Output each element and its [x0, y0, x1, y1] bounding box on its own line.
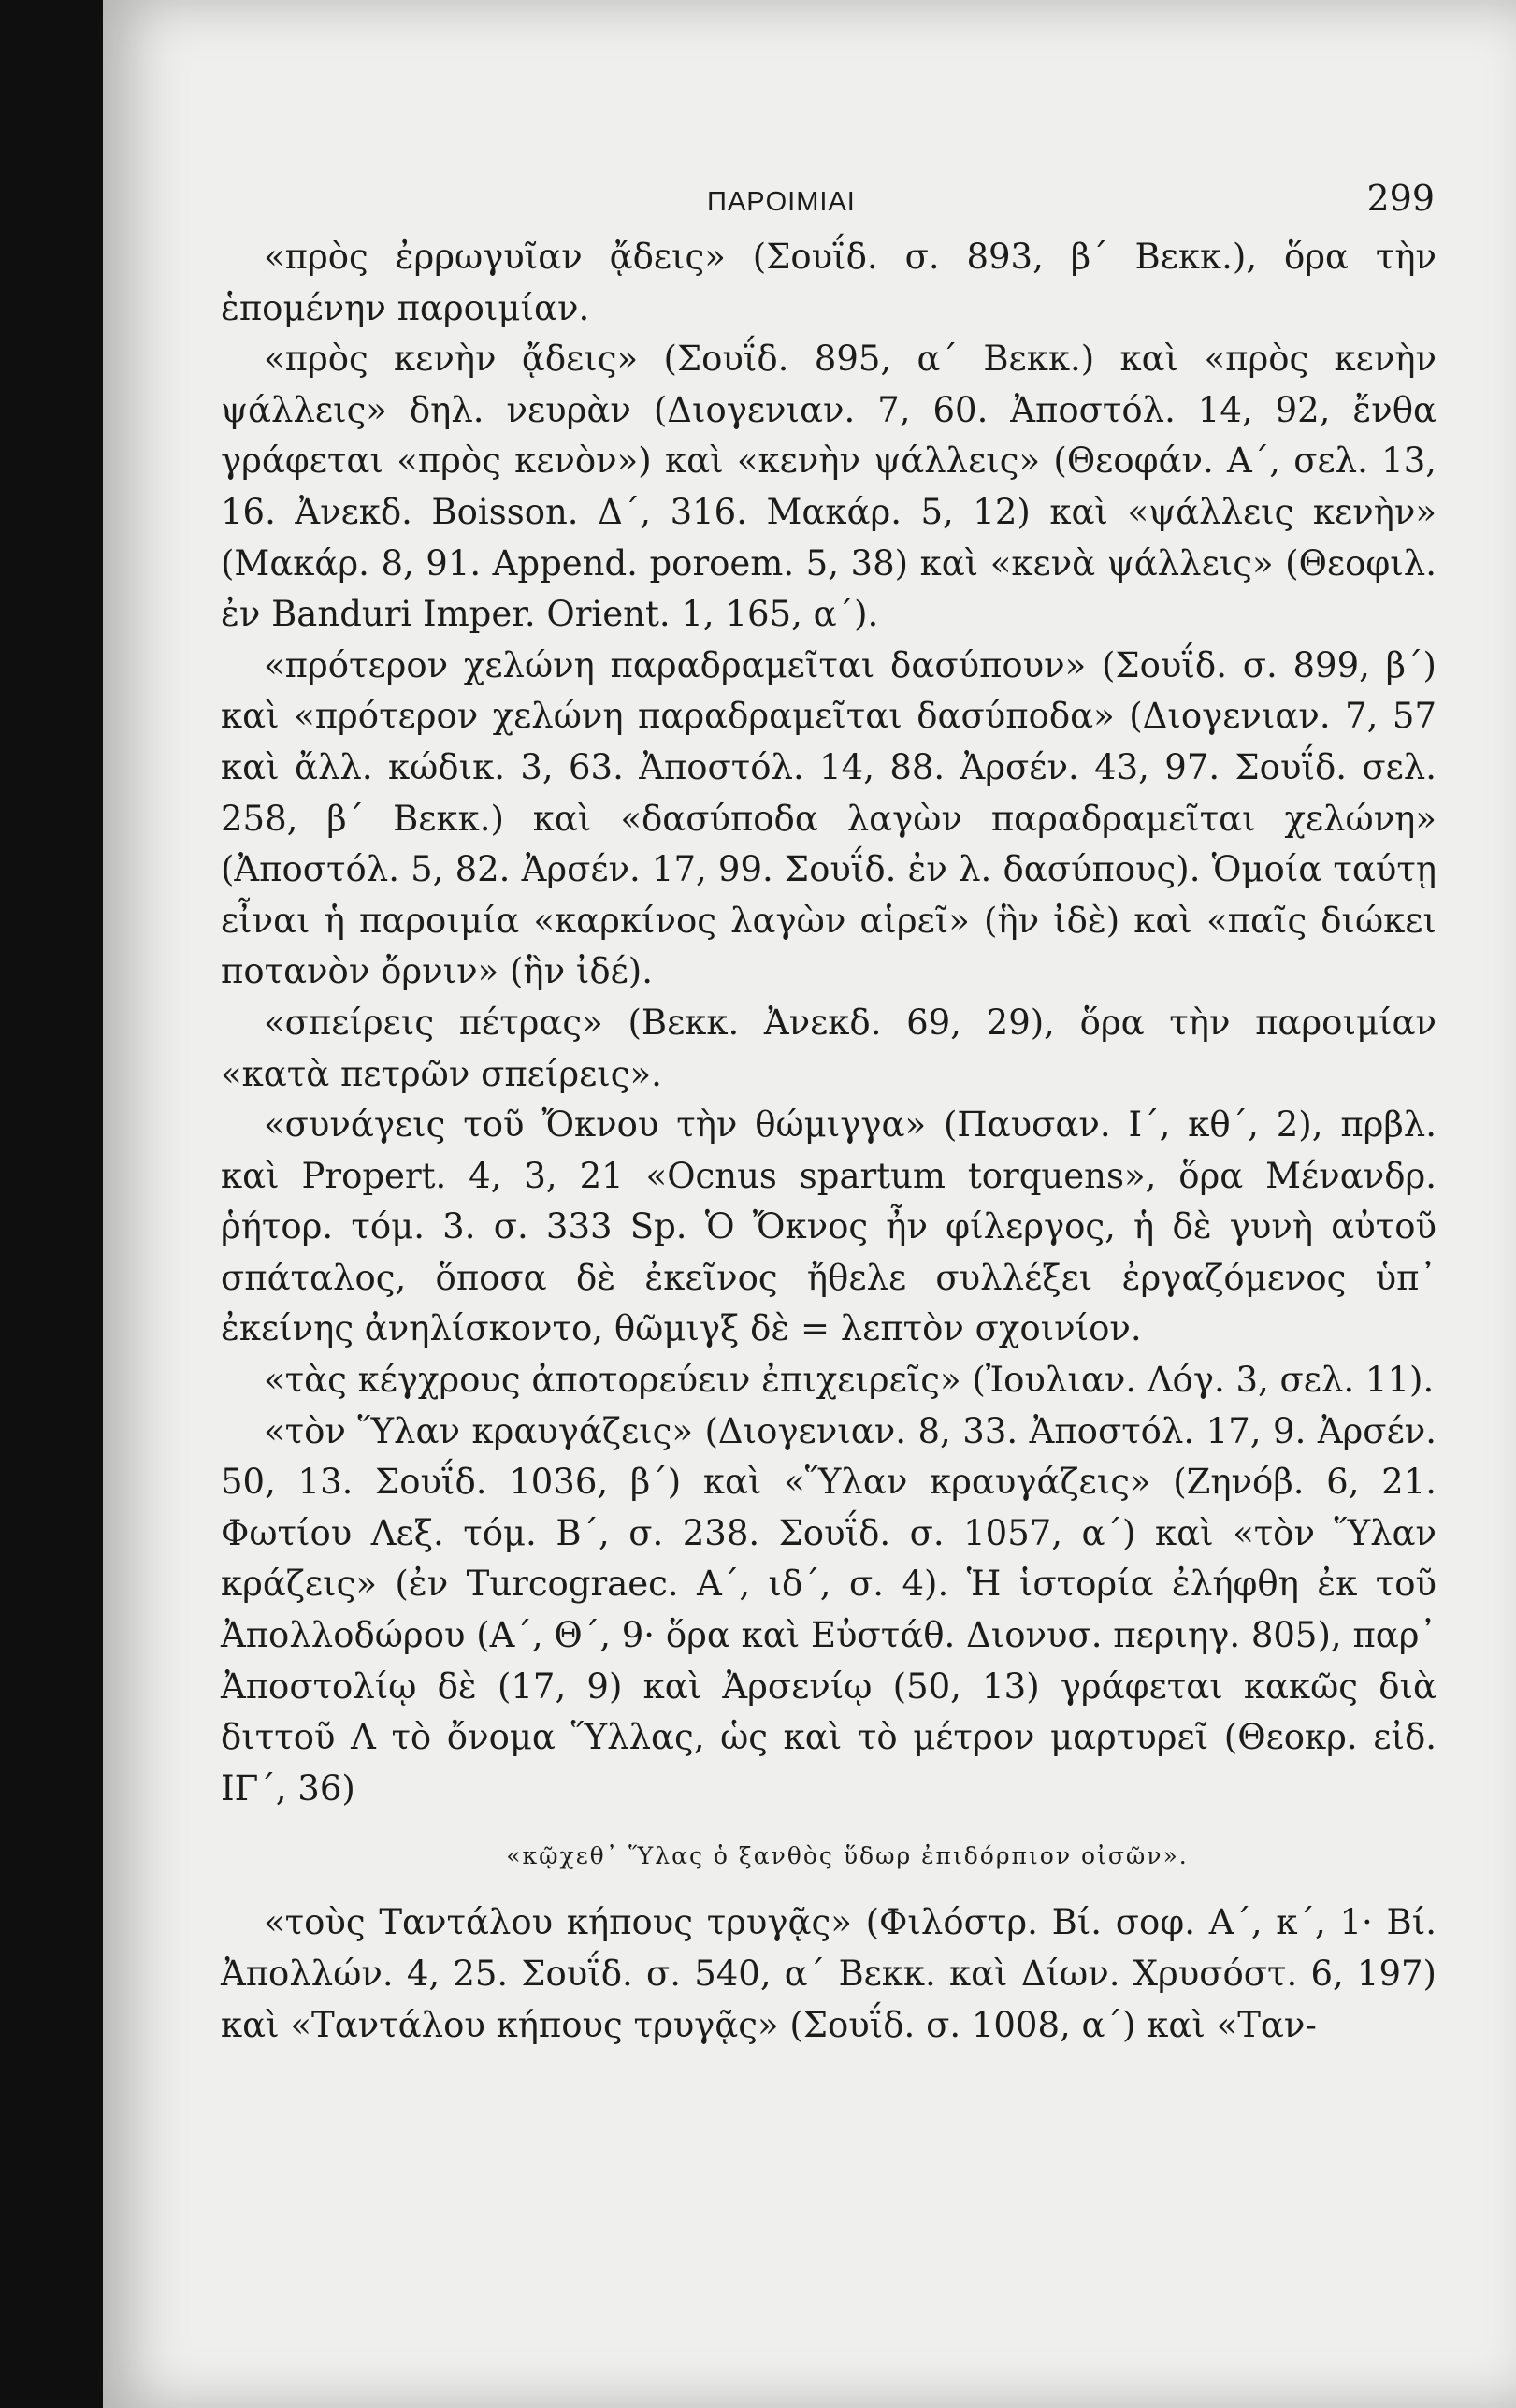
entry-paragraph: «σπείρεις πέτρας» (Βεκκ. Ἀνεκδ. 69, 29), ὅρα τὴν παροιμίαν «κατὰ πετρῶν σπείρεις». [221, 1002, 1437, 1094]
entry-paragraph: «τὰς κέγχρους ἀποτορεύειν ἐπιχειρεῖς» (Ἰουλιαν. Λόγ. 3, σελ. 11). [264, 1360, 1435, 1401]
entry-paragraph: «τὸν Ὕλαν κραυγάζεις» (Διογενιαν. 8, 33. Ἀποστόλ. 17, 9. Ἀρσέν. 50, 13. Σουΐδ. 1036, β΄) καὶ «Ὕλαν κραυγάζεις» (Ζηνόβ. 6, 21. Φωτίου Λεξ. τόμ. Β΄, σ. 238. Σουΐδ. σ. 1057, α΄) καὶ «τὸν Ὕλαν κράζεις» (ἐν Turcograec. Α΄, ιδ΄, σ. 4). Ἡ ἱστορία ἐλήφθη ἐκ τοῦ Ἀπολλοδώρου (Α΄, Θ΄, 9· ὅρα καὶ Εὐστάθ. Διονυσ. περιηγ. 805), παρ᾽ Ἀποστολίῳ δὲ (17, 9) καὶ Ἀρσενίῳ (50, 13) γράφεται κακῶς διὰ διττοῦ Λ τὸ ὄνομα Ὕλλας, ὡς καὶ τὸ μέτρον μαρτυρεῖ (Θεοκρ. εἰδ. ΙΓ΄, 36) [221, 1410, 1437, 1809]
running-title: ΠΑΡΟΙΜΙΑΙ [707, 187, 856, 217]
entry-paragraph: «πρότερον χελώνη παραδραμεῖται δασύπουν» (Σουΐδ. σ. 899, β΄) καὶ «πρότερον χελώνη παραδραμεῖται δασύποδα» (Διογενιαν. 7, 57 καὶ ἄλλ. κώδικ. 3, 63. Ἀποστόλ. 14, 88. Ἀρσέν. 43, 97. Σουΐδ. σελ. 258, β΄ Βεκκ.) καὶ «δασύποδα λαγὼν παραδραμεῖται χελώνη» (Ἀποστόλ. 5, 82. Ἀρσέν. 17, 99. Σουΐδ. ἐν λ. δασύπους). Ὁμοία ταύτῃ εἶναι ἡ παροιμία «καρκίνος λαγὼν αἱρεῖ» (ἣν ἰδὲ) καὶ «παῖς διώκει ποτανὸν ὄρνιν» (ἣν ἰδέ). [221, 644, 1437, 992]
page-text [221, 178, 1437, 2051]
entry-paragraph: «πρὸς κενὴν ᾄδεις» (Σουΐδ. 895, α΄ Βεκκ.) καὶ «πρὸς κενὴν ψάλλεις» δηλ. νευρὰν (Διογενιαν. 7, 60. Ἀποστόλ. 14, 92, ἔνθα γράφεται «πρὸς κενὸν») καὶ «κενὴν ψάλλεις» (Θεοφάν. Α΄, σελ. 13, 16. Ἀνεκδ. Boisson. Δ΄, 316. Μακάρ. 5, 12) καὶ «ψάλλεις κενὴν» (Μακάρ. 8, 91. Append. poroem. 5, 38) καὶ «κενὰ ψάλλεις» (Θεοφιλ. ἐν Banduri Imper. Orient. 1, 165, α΄). [221, 339, 1437, 635]
book-page [103, 0, 1516, 2408]
entry-paragraph: «πρὸς ἐρρωγυῖαν ᾄδεις» (Σουΐδ. σ. 893, β΄ Βεκκ.), ὅρα τὴν ἑπομένην παροιμίαν. [221, 237, 1437, 328]
entry-paragraph-last: «τοὺς Ταντάλου κήπους τρυγᾷς» (Φιλόστρ. Βί. σοφ. Α΄, κ΄, 1· Βί. Ἀπολλών. 4, 25. Σουΐδ. σ. 540, α΄ Βεκκ. καὶ Δίων. Χρυσόστ. 6, 197) καὶ «Ταντάλου κήπους τρυγᾷς» (Σουΐδ. σ. 1008, α΄) καὶ «Ταν- [221, 1902, 1437, 2045]
quoted-verse: «κῷχεθ᾽ Ὕλας ὁ ξανθὸς ὕδωρ ἐπιδόρπιον οἰσῶν». [506, 1842, 1189, 1870]
entry-paragraph: «συνάγεις τοῦ Ὄκνου τὴν θώμιγγα» (Παυσαν. Ι΄, κθ΄, 2), πρβλ. καὶ Propert. 4, 3, 21 «Ocnus spartum torquens», ὅρα Μένανδρ. ῥήτορ. τόμ. 3. σ. 333 Sp. Ὁ Ὄκνος ἦν φίλεργος, ἡ δὲ γυνὴ αὐτοῦ σπάταλος, ὅποσα δὲ ἐκεῖνος ἤθελε συλλέξει ἐργαζόμενος ὑπ᾽ ἐκείνης ἀνηλίσκοντο, θῶμιγξ δὲ = λεπτὸν σχοινίον. [221, 1104, 1437, 1349]
page-number: 299 [1366, 178, 1435, 219]
page-header [267, 178, 1437, 219]
